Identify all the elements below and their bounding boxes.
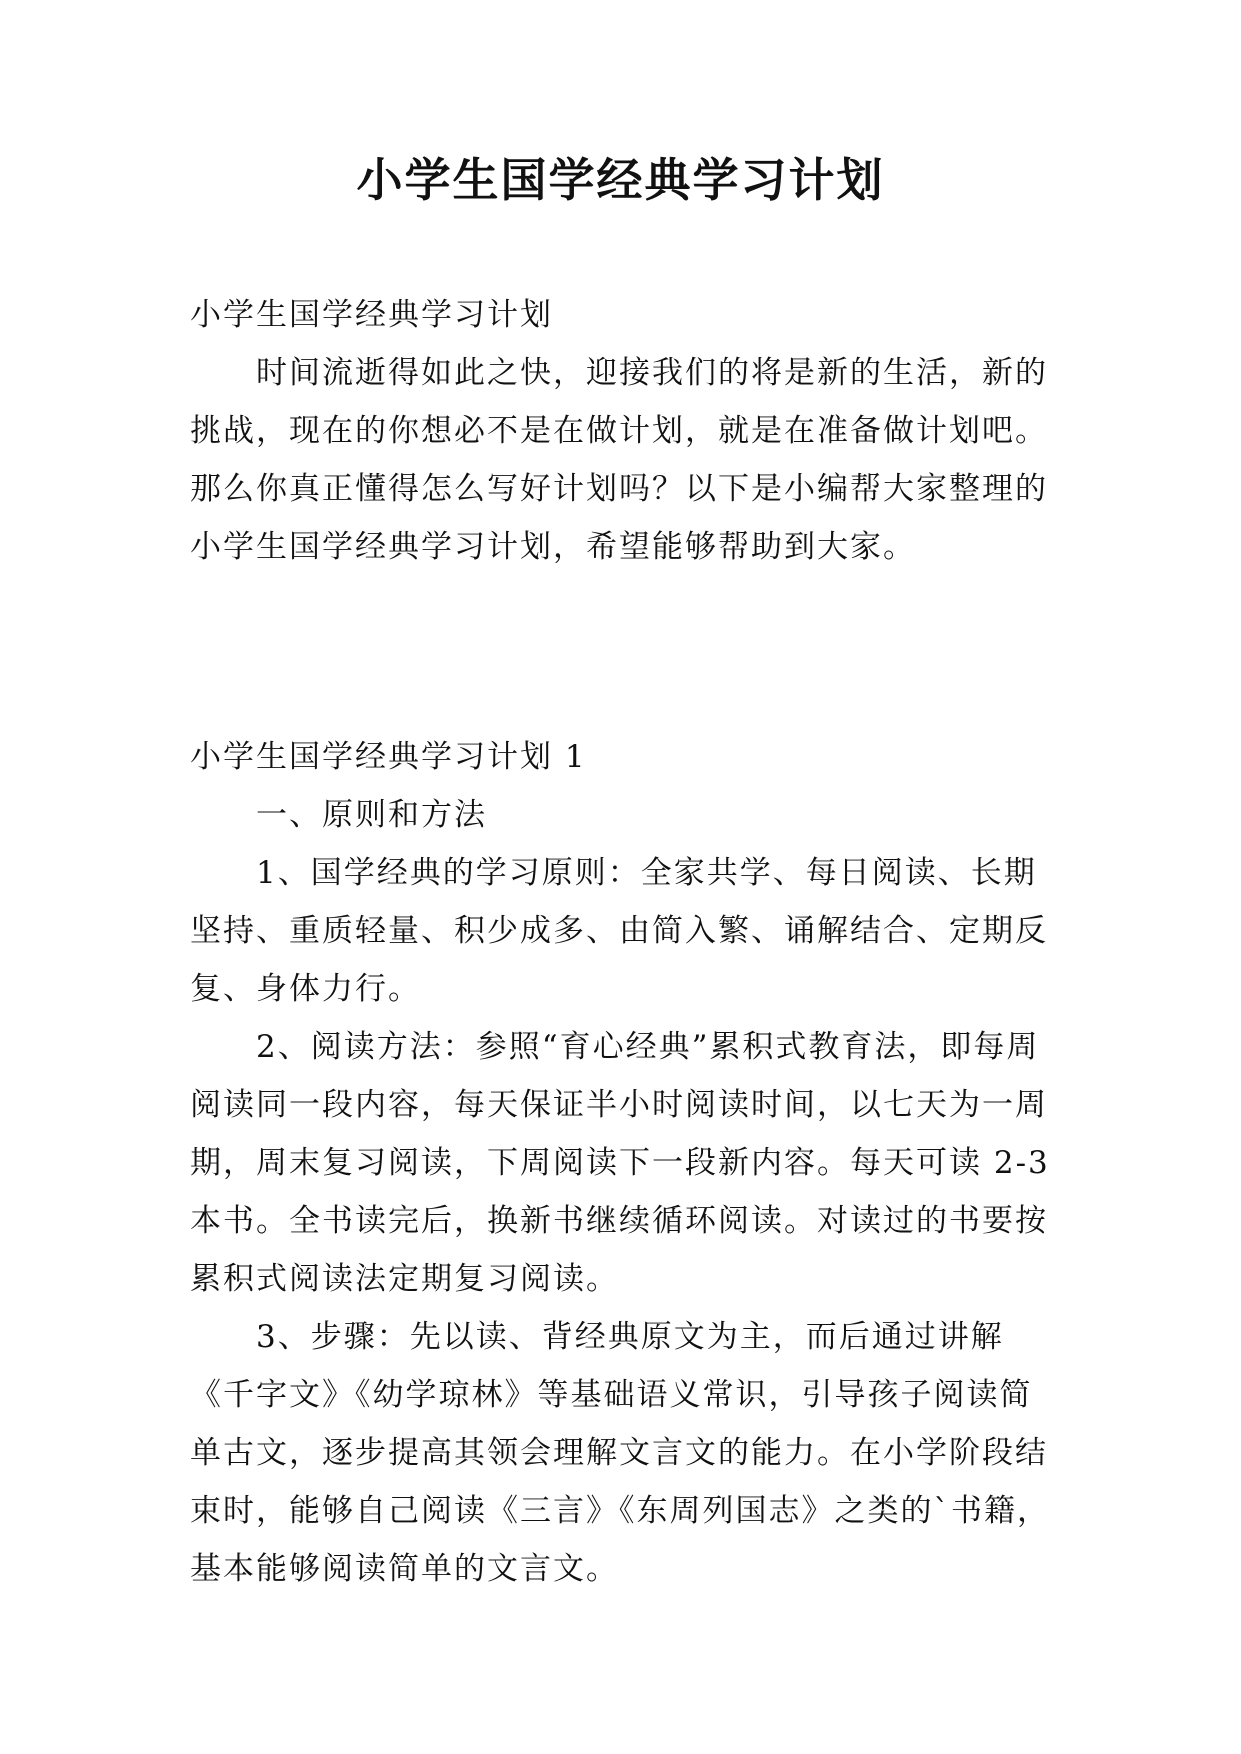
steps-paragraph: 3、步骤：先以读、背经典原文为主，而后通过讲解《千字文》《幼学琼林》等基础语义常识，引导孩子阅读简单古文，逐步提高其领会理解文言文的能力。在小学阶段结束时，能够自己阅读《三言》《东周列国志》之类的`书籍，基本能够阅读简单的文言文。 — [190, 1319, 1050, 1587]
section-spacer — [190, 576, 1060, 728]
document-title: 小学生国学经典学习计划 — [356, 153, 885, 207]
section-title: 小学生国学经典学习计划 1 — [190, 739, 587, 775]
document-subtitle: 小学生国学经典学习计划 — [190, 297, 553, 333]
intro-paragraph: 时间流逝得如此之快，迎接我们的将是新的生活，新的挑战，现在的你想必不是在做计划，就是在准备做计划吧。那么你真正懂得怎么写好计划吗？以下是小编帮大家整理的小学生国学经典学习计划，希望能够帮助到大家。 — [190, 355, 1048, 565]
principles-paragraph: 1、国学经典的学习原则：全家共学、每日阅读、长期坚持、重质轻量、积少成多、由简入繁、诵解结合、定期反复、身体力行。 — [190, 855, 1048, 1007]
part-heading: 一、原则和方法 — [256, 797, 487, 833]
document-body — [190, 286, 1060, 1598]
reading-method-paragraph: 2、阅读方法：参照“育心经典”累积式教育法，即每周阅读同一段内容，每天保证半小时阅读时间，以七天为一周期，周末复习阅读，下周阅读下一段新内容。每天可读 2-3 本书。全书读完后，换新书继续循环阅读。对读过的书要按累积式阅读法定期复习阅读。 — [190, 1029, 1050, 1297]
